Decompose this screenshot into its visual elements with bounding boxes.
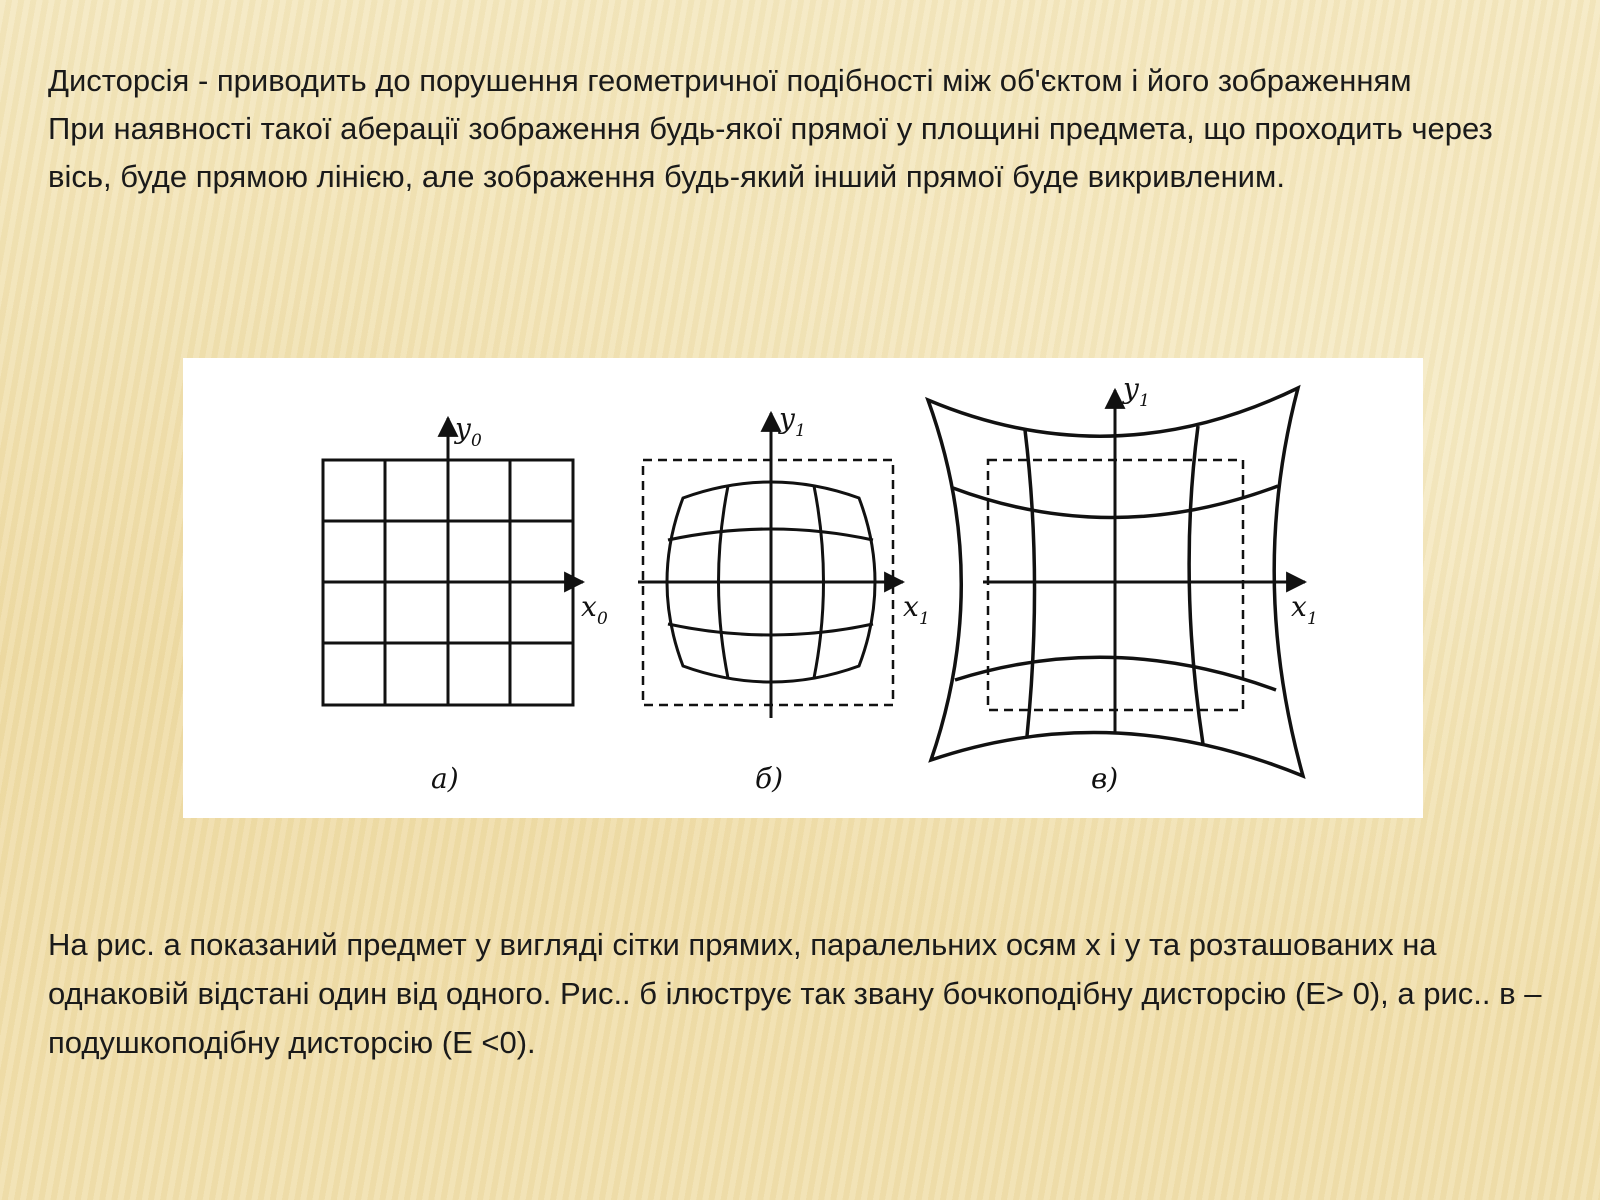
panel-a-x-subscript: 0 [597, 609, 608, 629]
panel-v-caption: в) [1091, 762, 1119, 795]
panel-b-x-subscript: 1 [919, 609, 930, 629]
intro-paragraph [48, 57, 1548, 201]
panel-b-y-subscript: 1 [795, 421, 806, 441]
panel-a-x-label: x [581, 590, 597, 623]
panel-a-y-label: y [455, 412, 471, 445]
panel-v-y-label: y [1123, 372, 1139, 405]
panel-v-x-label: x [1291, 590, 1307, 623]
panel-v-y-subscript: 1 [1139, 391, 1150, 411]
distortion-figure [183, 358, 1423, 818]
panel-b-caption: б) [755, 762, 784, 795]
aberration-explanation: При наявності такої аберації зображення будь-якої прямої у площині предмета, що проходить через вісь, буде прямою лінією, але зображення будь-який інший прямої буде викривленим. [48, 111, 1493, 194]
term-distortion: Дисторсія [48, 63, 190, 98]
term-definition: - приводить до порушення геометричної подібності між об'єктом і його зображенням [189, 63, 1412, 98]
conclusion-paragraph: На рис. а показаний предмет у вигляді сітки прямих, паралельних осям х і у та розташованих на однаковій відстані один від одного. Рис.. б ілюструє так звану бочкоподібну дисторсію (Е> 0), а рис.. в – подушкоподібну дисторсію (Е <0). [48, 927, 1542, 1060]
panel-b-x-label: x [903, 590, 919, 623]
panel-a-caption: а) [431, 762, 459, 795]
panel-v-x-subscript: 1 [1307, 609, 1318, 629]
panel-a-y-subscript: 0 [471, 431, 482, 451]
panel-b-y-label: y [779, 402, 795, 435]
